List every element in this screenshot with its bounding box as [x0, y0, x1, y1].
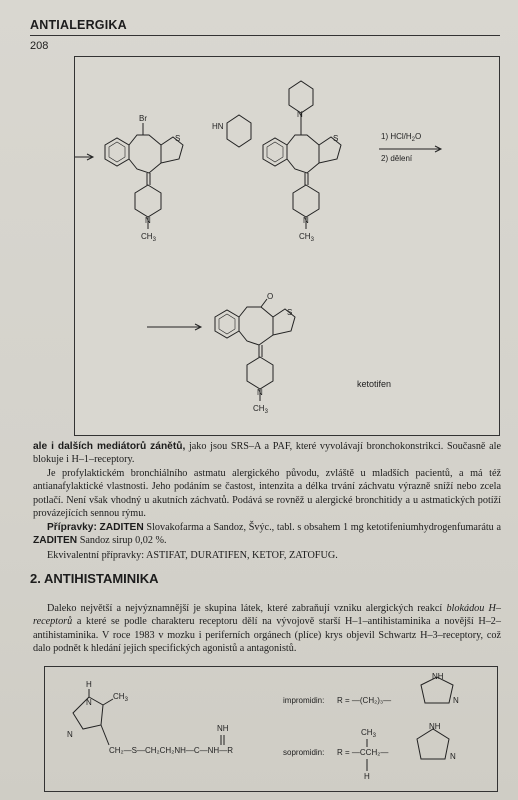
- sopromidin-name: sopromidin:: [283, 748, 325, 757]
- atom-s-3: S: [287, 308, 293, 317]
- atom-s-2: S: [333, 134, 339, 143]
- atom-n-1: N: [145, 216, 151, 225]
- para5-text-1: Daleko největší a nejvýznamnější je skupina látek, které zabraňují vzniku alergických reakcí: [47, 603, 447, 614]
- para1-bold: ale i dalších mediátorů zánětů,: [33, 441, 186, 452]
- brand-2: ZADITEN: [33, 535, 78, 547]
- para5-text-2: a které se podle charakteru receptoru dělí na vývojově starší H–1–antihistaminika a novější H–2–antihistaminika. V roce 1983 v mozku i periferních orgánech (plíce) krys objevil Schwartz H–3–receptory, což dalo podnět k hledání jejich specifických agonistů a antagonistů.: [33, 616, 501, 655]
- header-rule: [30, 35, 500, 36]
- section-title: 2. ANTIHISTAMINIKA: [30, 571, 159, 586]
- atom-n-right-2: N: [450, 752, 456, 761]
- preparations-label: Přípravky:: [47, 522, 97, 533]
- brand-1: ZADITEN: [99, 522, 144, 533]
- atom-n-right-1: N: [453, 696, 459, 705]
- methyl-label-2: $CH_3$: [299, 232, 314, 243]
- impromidin-name: impromidin:: [283, 696, 325, 705]
- para2-text: Je profylaktickém bronchiálního astmatu alergického původu, zvláště u mladších pacientů, a má též antianafylaktické vlastnosti. Jeho podáním se častost, intenzita a délka trvání záchvatu výrazně sníží nebo zcela potlačí. Není však vhodný u akutních záchvatů. Podává se rovněž u alergické bronchitidy a u astmatických potíží provázejících sennou rýmu.: [33, 468, 501, 520]
- atom-br: Br: [139, 114, 147, 123]
- atom-hn: HN: [212, 122, 224, 131]
- methyl-label-4: $CH_3$: [113, 692, 128, 703]
- atom-h: H: [86, 680, 92, 689]
- side-chain: CH₂—S—CH₂CH₂NH—C—NH—R: [109, 746, 233, 755]
- para3-text-1: Slovakofarma a Sandoz, Švýc., tabl. s obsahem 1 mg ketotifeniumhydrogenfumarátu a: [143, 522, 501, 533]
- methyl-label-1: $CH_3$: [141, 232, 156, 243]
- paragraph-5: [33, 602, 501, 656]
- atom-h-2: H: [364, 772, 370, 781]
- atom-nh-1: NH: [217, 724, 229, 733]
- running-header: ANTIALERGIKA: [30, 18, 127, 32]
- reaction-step-1: 1) HCl/$H_2O$: [381, 132, 422, 143]
- atom-n-top: N: [86, 698, 92, 707]
- paragraph-1: [33, 440, 501, 467]
- atom-s-1: S: [175, 134, 181, 143]
- para5-italic: blokádou H–receptorů: [33, 603, 501, 628]
- ketotifen-label: ketotifen: [357, 379, 392, 389]
- atom-nh-2: NH: [432, 672, 444, 681]
- methyl-label-3: $CH_3$: [253, 404, 268, 415]
- atom-nh-3: NH: [429, 722, 441, 731]
- reaction-scheme-figure: [74, 56, 500, 436]
- atom-o: O: [267, 292, 274, 301]
- reaction-step-2: 2) dělení: [381, 154, 413, 163]
- atom-n-bottom: N: [67, 730, 73, 739]
- para4-text: Ekvivalentní přípravky: ASTIFAT, DURATIFEN, KETOF, ZATOFUG.: [47, 550, 338, 561]
- impromidin-r: R = —(CH₂)₃—: [337, 696, 392, 705]
- paragraph-4: [33, 549, 501, 562]
- para1-text: jako jsou SRS–A a PAF, které vyvolávají bronchokonstrikci. Současně ale blokuje i H–1–receptory.: [33, 441, 501, 466]
- sopromidin-r: R = —CCH₂—: [337, 748, 389, 757]
- paragraph-3: [33, 521, 501, 548]
- atom-n-2: N: [297, 110, 303, 119]
- page-number: 208: [30, 40, 49, 52]
- structure-svg-2: [45, 667, 497, 791]
- paragraph-2: [33, 467, 501, 521]
- reaction-scheme-svg: [75, 57, 499, 435]
- methyl-label-5: $CH_3$: [361, 728, 376, 739]
- para3-text-2: Sandoz sirup 0,02 %.: [77, 535, 167, 547]
- atom-n-3: N: [303, 216, 309, 225]
- atom-n-4: N: [257, 388, 263, 397]
- structure-figure-2: [44, 666, 498, 792]
